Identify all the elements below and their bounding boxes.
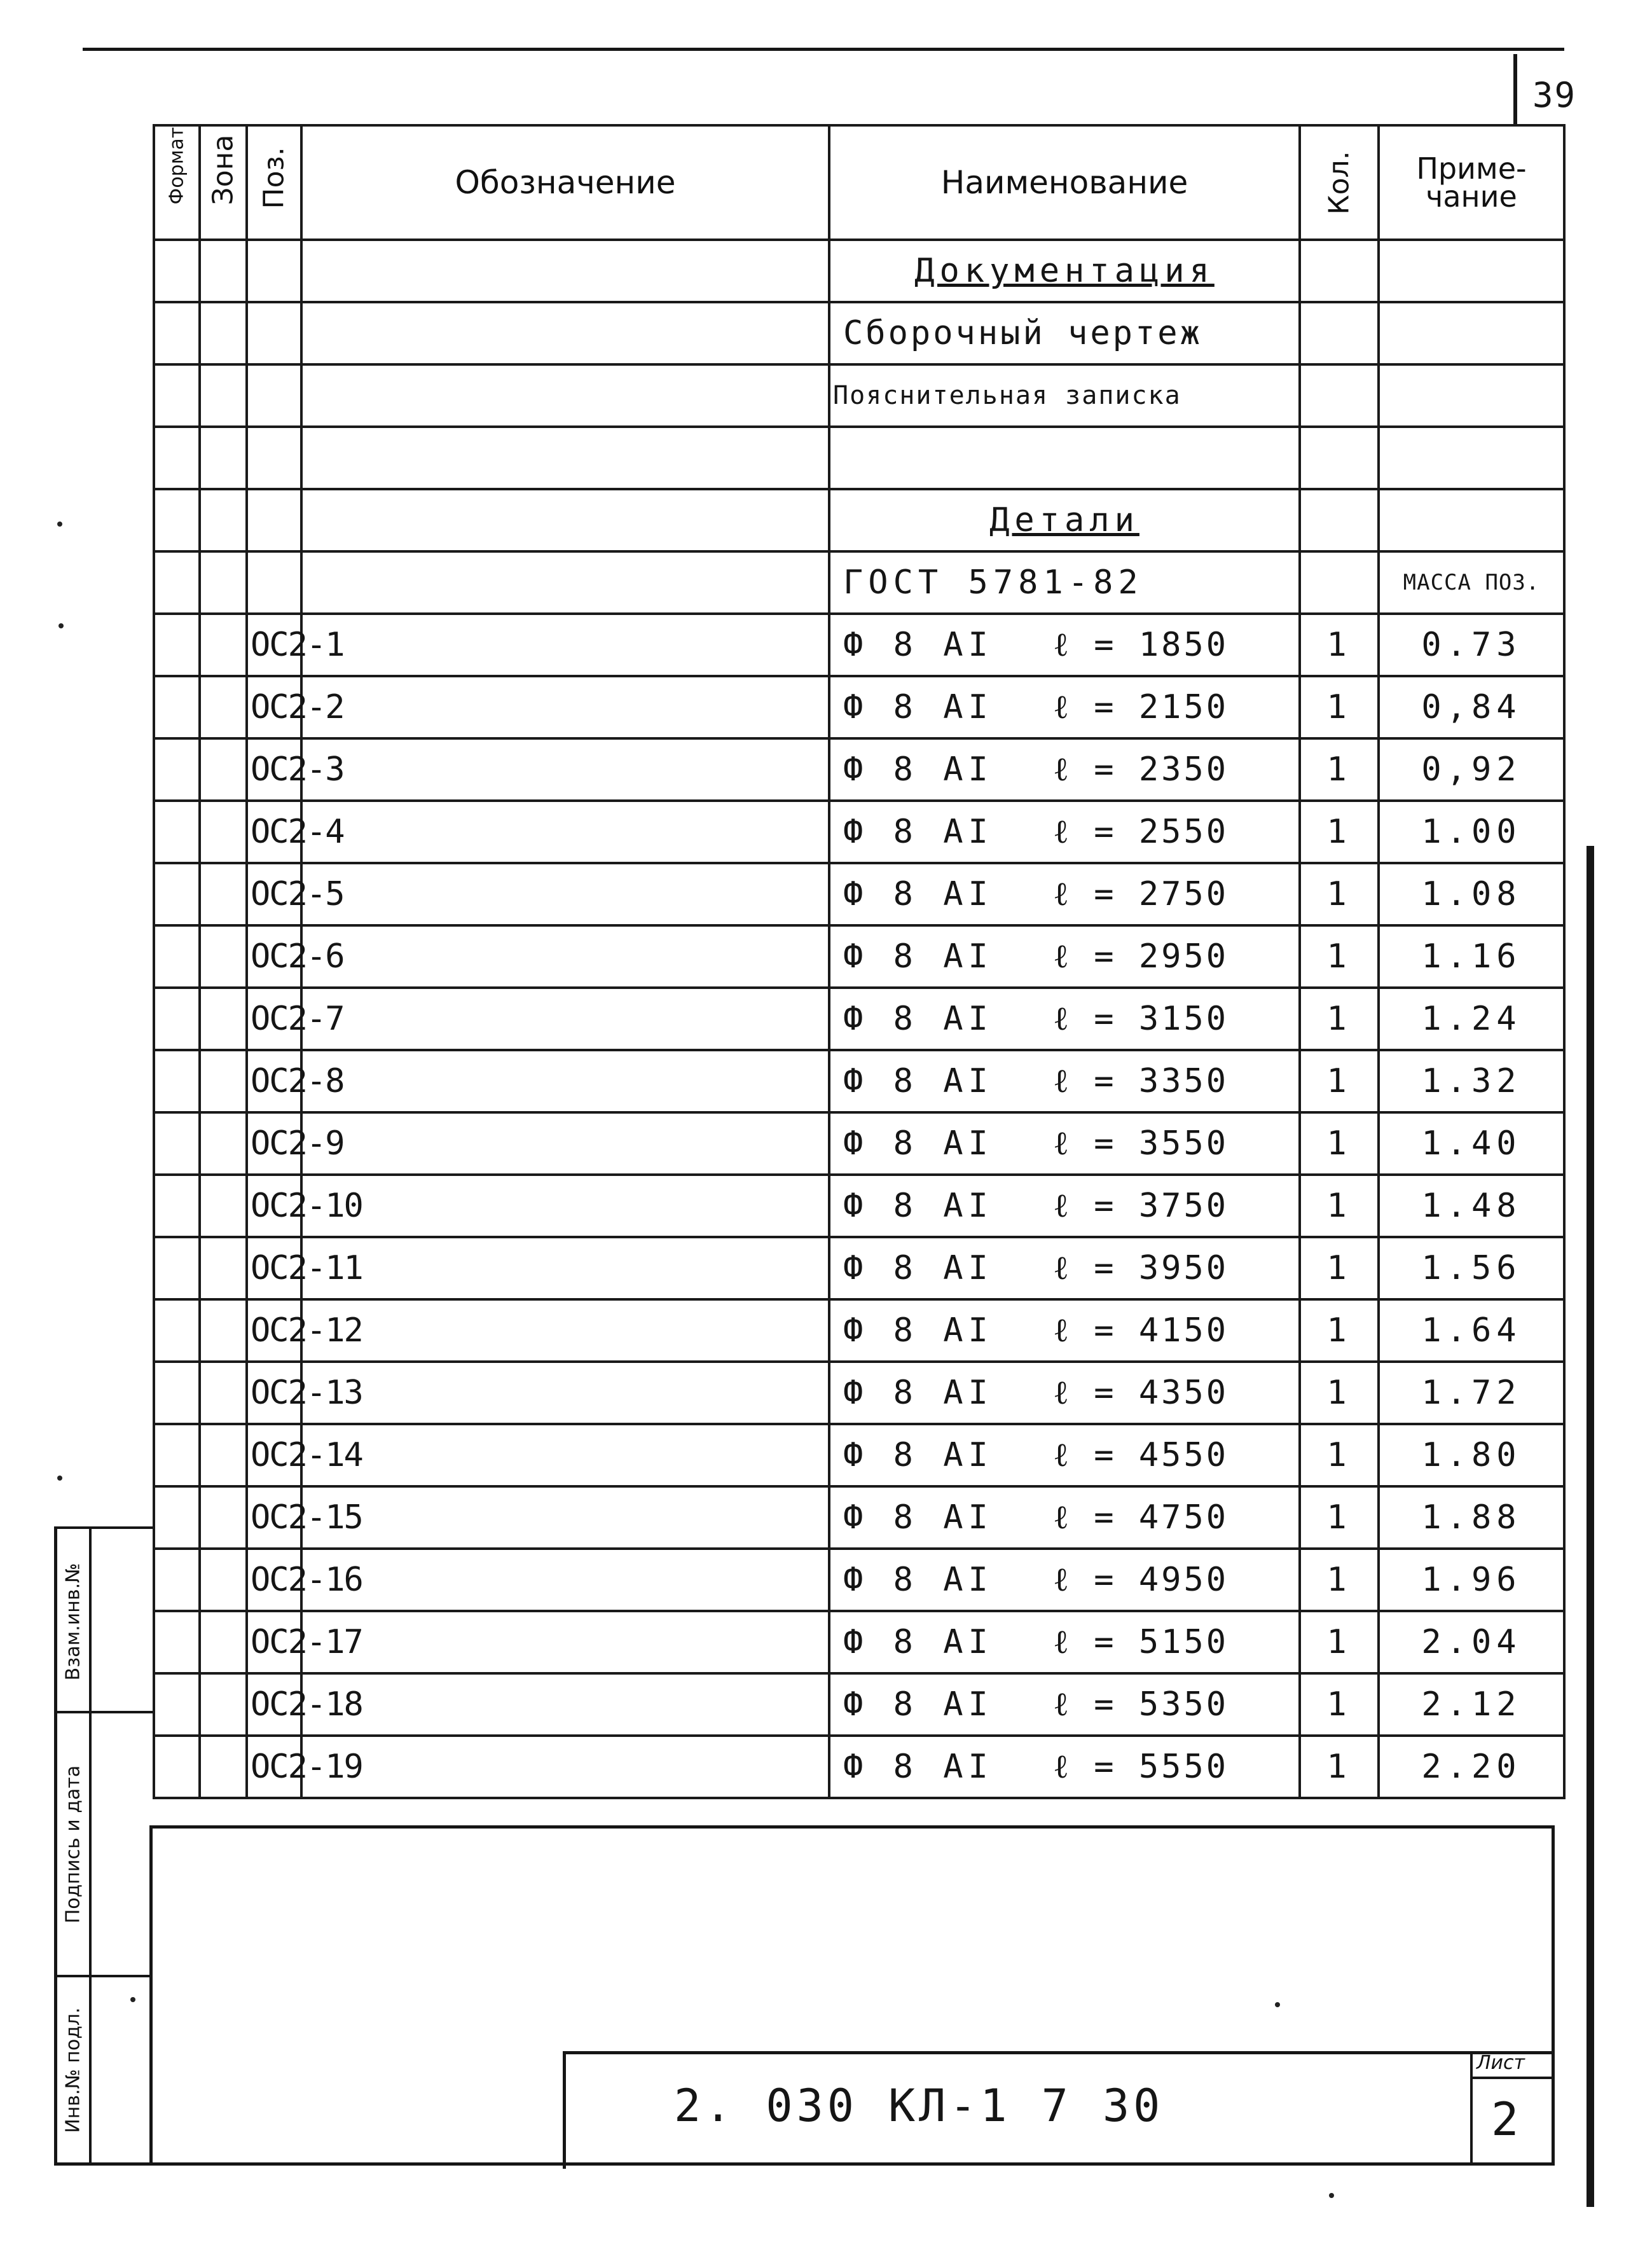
side-label-sign-date: Подпись и дата bbox=[62, 1765, 85, 1924]
sheet-number: 2 bbox=[1491, 2092, 1519, 2146]
quantity-cell: 1 bbox=[1300, 925, 1379, 988]
table-row bbox=[154, 1611, 1564, 1673]
bar-spec: Ф 8 АI bbox=[843, 688, 993, 726]
bar-spec: Ф 8 АI bbox=[843, 937, 993, 976]
side-label-inv-orig: Инв.№ подл. bbox=[62, 2007, 85, 2133]
bar-length: ℓ = 1850 bbox=[1053, 626, 1229, 664]
section-row bbox=[154, 427, 1564, 489]
zone-cell bbox=[200, 988, 247, 1050]
designation-cell bbox=[301, 863, 829, 925]
mass-cell: 1.08 bbox=[1379, 863, 1564, 925]
mass-cell: 1.48 bbox=[1379, 1175, 1564, 1237]
bar-spec: Ф 8 АI bbox=[843, 1436, 993, 1474]
designation-cell bbox=[301, 738, 829, 801]
quantity-cell: 1 bbox=[1300, 801, 1379, 863]
mass-cell: 2.04 bbox=[1379, 1611, 1564, 1673]
bar-length: ℓ = 3550 bbox=[1053, 1124, 1229, 1163]
name-cell bbox=[829, 863, 1300, 925]
bar-length: ℓ = 5550 bbox=[1053, 1748, 1229, 1786]
mass-cell: 1.64 bbox=[1379, 1299, 1564, 1362]
quantity-cell: 1 bbox=[1300, 988, 1379, 1050]
mass-cell: 1.16 bbox=[1379, 925, 1564, 988]
designation-cell bbox=[301, 1050, 829, 1112]
quantity-cell: 1 bbox=[1300, 1486, 1379, 1549]
format-cell bbox=[154, 1424, 200, 1486]
zone-cell bbox=[200, 738, 247, 801]
quantity-cell: 1 bbox=[1300, 1736, 1379, 1798]
format-cell bbox=[154, 614, 200, 676]
bar-spec: Ф 8 АI bbox=[843, 1685, 993, 1724]
designation-cell bbox=[301, 1175, 829, 1237]
page-number: 39 bbox=[1532, 75, 1577, 115]
quantity-cell: 1 bbox=[1300, 1050, 1379, 1112]
bar-length: ℓ = 4150 bbox=[1053, 1311, 1229, 1350]
format-cell bbox=[154, 988, 200, 1050]
table-row bbox=[154, 1673, 1564, 1736]
bar-spec: Ф 8 АI bbox=[843, 1498, 993, 1537]
format-cell bbox=[154, 863, 200, 925]
bar-spec: Ф 8 АI bbox=[843, 626, 993, 664]
designation-cell bbox=[301, 1486, 829, 1549]
page-number-divider bbox=[1513, 54, 1517, 124]
zone-cell bbox=[200, 1424, 247, 1486]
scan-speck bbox=[57, 522, 62, 527]
header-qty: Кол. bbox=[1300, 125, 1379, 240]
position-cell: ОС2-18 bbox=[247, 1673, 301, 1736]
side-strip-divider-1 bbox=[54, 1711, 153, 1713]
position-cell: ОС2-9 bbox=[247, 1112, 301, 1175]
zone-cell bbox=[200, 801, 247, 863]
mass-cell: 2.12 bbox=[1379, 1673, 1564, 1736]
table-row bbox=[154, 1424, 1564, 1486]
mass-cell: 1.56 bbox=[1379, 1237, 1564, 1299]
mass-cell: 0.73 bbox=[1379, 614, 1564, 676]
name-cell bbox=[829, 1549, 1300, 1611]
zone-cell bbox=[200, 1050, 247, 1112]
table-row bbox=[154, 1237, 1564, 1299]
designation-cell bbox=[301, 676, 829, 738]
table-row bbox=[154, 1362, 1564, 1424]
bar-length: ℓ = 5150 bbox=[1053, 1623, 1229, 1661]
document-code: 2. 030 КЛ-1 7 30 bbox=[674, 2080, 1164, 2132]
section-row bbox=[154, 302, 1564, 364]
specification-table bbox=[153, 124, 1566, 1799]
table-row bbox=[154, 1112, 1564, 1175]
position-cell: ОС2-3 bbox=[247, 738, 301, 801]
zone-cell bbox=[200, 1175, 247, 1237]
designation-cell bbox=[301, 1112, 829, 1175]
format-cell bbox=[154, 1175, 200, 1237]
name-cell bbox=[829, 1050, 1300, 1112]
frame-right-line bbox=[1587, 846, 1594, 2207]
section-row bbox=[154, 489, 1564, 551]
table-row bbox=[154, 676, 1564, 738]
format-cell bbox=[154, 1237, 200, 1299]
position-cell: ОС2-13 bbox=[247, 1362, 301, 1424]
bar-spec: Ф 8 АI bbox=[843, 875, 993, 913]
header-designation: Обозначение bbox=[301, 125, 829, 240]
zone-cell bbox=[200, 1112, 247, 1175]
position-cell: ОС2-11 bbox=[247, 1237, 301, 1299]
header-zone: Зона bbox=[200, 125, 247, 240]
format-cell bbox=[154, 1050, 200, 1112]
side-label-replace-inv: Взам.инв.№ bbox=[62, 1563, 85, 1681]
bar-spec: Ф 8 АI bbox=[843, 1124, 993, 1163]
table-row bbox=[154, 1299, 1564, 1362]
format-cell bbox=[154, 1299, 200, 1362]
section-documentation: Документация bbox=[829, 240, 1300, 302]
bar-spec: Ф 8 АI bbox=[843, 1062, 993, 1100]
name-cell bbox=[829, 1362, 1300, 1424]
header-format: Формат bbox=[154, 125, 200, 240]
bar-spec: Ф 8 АI bbox=[843, 1374, 993, 1412]
doc-explanatory-note: Пояснительная записка bbox=[829, 364, 1300, 427]
sheet-box-divider bbox=[1470, 2077, 1552, 2079]
table-row bbox=[154, 1175, 1564, 1237]
zone-cell bbox=[200, 1736, 247, 1798]
scan-speck bbox=[1275, 2002, 1280, 2007]
position-cell: ОС2-10 bbox=[247, 1175, 301, 1237]
bar-length: ℓ = 2750 bbox=[1053, 875, 1229, 913]
format-cell bbox=[154, 738, 200, 801]
mass-cell: 1.96 bbox=[1379, 1549, 1564, 1611]
zone-cell bbox=[200, 1611, 247, 1673]
table-row bbox=[154, 1050, 1564, 1112]
designation-cell bbox=[301, 1736, 829, 1798]
bar-length: ℓ = 4550 bbox=[1053, 1436, 1229, 1474]
format-cell bbox=[154, 676, 200, 738]
table-row bbox=[154, 738, 1564, 801]
name-cell bbox=[829, 1237, 1300, 1299]
zone-cell bbox=[200, 925, 247, 988]
bar-length: ℓ = 5350 bbox=[1053, 1685, 1229, 1724]
position-cell: ОС2-5 bbox=[247, 863, 301, 925]
mass-cell: 1.32 bbox=[1379, 1050, 1564, 1112]
table-row bbox=[154, 988, 1564, 1050]
bar-spec: Ф 8 АI bbox=[843, 1561, 993, 1599]
header-note: Приме- чание bbox=[1379, 125, 1564, 240]
designation-cell bbox=[301, 1611, 829, 1673]
bar-spec: Ф 8 АI bbox=[843, 813, 993, 851]
format-cell bbox=[154, 1362, 200, 1424]
position-cell: ОС2-14 bbox=[247, 1424, 301, 1486]
mass-cell: 1.40 bbox=[1379, 1112, 1564, 1175]
position-cell: ОС2-19 bbox=[247, 1736, 301, 1798]
doc-assembly-drawing: Сборочный чертеж bbox=[829, 302, 1300, 364]
table-row bbox=[154, 1736, 1564, 1798]
bar-length: ℓ = 3150 bbox=[1053, 1000, 1229, 1038]
bar-length: ℓ = 3750 bbox=[1053, 1187, 1229, 1225]
side-strip-divider-2 bbox=[54, 1975, 153, 1977]
position-cell: ОС2-16 bbox=[247, 1549, 301, 1611]
format-cell bbox=[154, 801, 200, 863]
name-cell bbox=[829, 614, 1300, 676]
zone-cell bbox=[200, 1237, 247, 1299]
mass-column-label: МАССА ПОЗ. bbox=[1379, 551, 1564, 614]
designation-cell bbox=[301, 1424, 829, 1486]
name-cell bbox=[829, 925, 1300, 988]
name-cell bbox=[829, 676, 1300, 738]
zone-cell bbox=[200, 1549, 247, 1611]
name-cell bbox=[829, 1299, 1300, 1362]
quantity-cell: 1 bbox=[1300, 738, 1379, 801]
zone-cell bbox=[200, 1486, 247, 1549]
quantity-cell: 1 bbox=[1300, 1237, 1379, 1299]
mass-cell: 1.80 bbox=[1379, 1424, 1564, 1486]
name-cell bbox=[829, 1673, 1300, 1736]
name-cell bbox=[829, 738, 1300, 801]
scan-speck bbox=[130, 1997, 135, 2002]
designation-cell bbox=[301, 1362, 829, 1424]
zone-cell bbox=[200, 1362, 247, 1424]
mass-cell: 1.72 bbox=[1379, 1362, 1564, 1424]
bar-spec: Ф 8 АI bbox=[843, 1623, 993, 1661]
standard-gost: ГОСТ 5781-82 bbox=[829, 551, 1300, 614]
zone-cell bbox=[200, 1673, 247, 1736]
position-cell: ОС2-17 bbox=[247, 1611, 301, 1673]
bar-length: ℓ = 4750 bbox=[1053, 1498, 1229, 1537]
bar-length: ℓ = 2150 bbox=[1053, 688, 1229, 726]
designation-cell bbox=[301, 1299, 829, 1362]
designation-cell bbox=[301, 801, 829, 863]
name-cell bbox=[829, 1175, 1300, 1237]
designation-cell bbox=[301, 1237, 829, 1299]
position-cell: ОС2-15 bbox=[247, 1486, 301, 1549]
section-details: Детали bbox=[829, 489, 1300, 551]
section-row bbox=[154, 364, 1564, 427]
position-cell: ОС2-2 bbox=[247, 676, 301, 738]
designation-cell bbox=[301, 614, 829, 676]
quantity-cell: 1 bbox=[1300, 1299, 1379, 1362]
position-cell: ОС2-12 bbox=[247, 1299, 301, 1362]
mass-cell: 1.88 bbox=[1379, 1486, 1564, 1549]
header-pos: Поз. bbox=[247, 125, 301, 240]
quantity-cell: 1 bbox=[1300, 676, 1379, 738]
bar-spec: Ф 8 АI bbox=[843, 1311, 993, 1350]
quantity-cell: 1 bbox=[1300, 1112, 1379, 1175]
table-row bbox=[154, 1549, 1564, 1611]
frame-top-line bbox=[83, 48, 1564, 51]
zone-cell bbox=[200, 863, 247, 925]
mass-cell: 1.24 bbox=[1379, 988, 1564, 1050]
bar-length: ℓ = 4950 bbox=[1053, 1561, 1229, 1599]
format-cell bbox=[154, 925, 200, 988]
zone-cell bbox=[200, 676, 247, 738]
position-cell: ОС2-7 bbox=[247, 988, 301, 1050]
table-row bbox=[154, 614, 1564, 676]
table-row bbox=[154, 801, 1564, 863]
format-cell bbox=[154, 1112, 200, 1175]
quantity-cell: 1 bbox=[1300, 1673, 1379, 1736]
bar-spec: Ф 8 АI bbox=[843, 1249, 993, 1287]
table-row bbox=[154, 863, 1564, 925]
bar-length: ℓ = 4350 bbox=[1053, 1374, 1229, 1412]
scan-speck bbox=[57, 1476, 62, 1481]
quantity-cell: 1 bbox=[1300, 1549, 1379, 1611]
scan-speck bbox=[1329, 2193, 1334, 2198]
format-cell bbox=[154, 1611, 200, 1673]
bar-spec: Ф 8 АI bbox=[843, 1748, 993, 1786]
bar-length: ℓ = 2350 bbox=[1053, 750, 1229, 789]
designation-cell bbox=[301, 988, 829, 1050]
position-cell: ОС2-6 bbox=[247, 925, 301, 988]
side-strip-top-line bbox=[54, 1526, 153, 1529]
designation-cell bbox=[301, 1673, 829, 1736]
format-cell bbox=[154, 1549, 200, 1611]
quantity-cell: 1 bbox=[1300, 1175, 1379, 1237]
name-cell bbox=[829, 988, 1300, 1050]
side-strip-mid-line bbox=[89, 1526, 92, 2162]
bar-spec: Ф 8 АI bbox=[843, 1000, 993, 1038]
bar-spec: Ф 8 АI bbox=[843, 750, 993, 789]
name-cell bbox=[829, 1486, 1300, 1549]
mass-cell: 0,92 bbox=[1379, 738, 1564, 801]
header-name: Наименование bbox=[829, 125, 1300, 240]
table-row bbox=[154, 925, 1564, 988]
section-row bbox=[154, 240, 1564, 302]
quantity-cell: 1 bbox=[1300, 1424, 1379, 1486]
sheet-label: Лист bbox=[1476, 2052, 1525, 2074]
name-cell bbox=[829, 801, 1300, 863]
name-cell bbox=[829, 1424, 1300, 1486]
bar-spec: Ф 8 АI bbox=[843, 1187, 993, 1225]
quantity-cell: 1 bbox=[1300, 1362, 1379, 1424]
bar-length: ℓ = 2950 bbox=[1053, 937, 1229, 976]
header-row bbox=[154, 125, 1564, 240]
quantity-cell: 1 bbox=[1300, 863, 1379, 925]
format-cell bbox=[154, 1673, 200, 1736]
format-cell bbox=[154, 1736, 200, 1798]
bar-length: ℓ = 2550 bbox=[1053, 813, 1229, 851]
scan-speck bbox=[59, 623, 64, 628]
designation-cell bbox=[301, 1549, 829, 1611]
quantity-cell: 1 bbox=[1300, 1611, 1379, 1673]
frame-inner-left-line bbox=[149, 1825, 153, 2162]
bar-length: ℓ = 3950 bbox=[1053, 1249, 1229, 1287]
zone-cell bbox=[200, 1299, 247, 1362]
quantity-cell: 1 bbox=[1300, 614, 1379, 676]
position-cell: ОС2-8 bbox=[247, 1050, 301, 1112]
format-cell bbox=[154, 1486, 200, 1549]
designation-cell bbox=[301, 925, 829, 988]
mass-cell: 2.20 bbox=[1379, 1736, 1564, 1798]
section-row bbox=[154, 551, 1564, 614]
name-cell bbox=[829, 1611, 1300, 1673]
name-cell bbox=[829, 1736, 1300, 1798]
position-cell: ОС2-4 bbox=[247, 801, 301, 863]
mass-cell: 1.00 bbox=[1379, 801, 1564, 863]
name-cell bbox=[829, 1112, 1300, 1175]
table-bottom-line bbox=[149, 1825, 1555, 1829]
table-row bbox=[154, 1486, 1564, 1549]
position-cell: ОС2-1 bbox=[247, 614, 301, 676]
zone-cell bbox=[200, 614, 247, 676]
bar-length: ℓ = 3350 bbox=[1053, 1062, 1229, 1100]
mass-cell: 0,84 bbox=[1379, 676, 1564, 738]
